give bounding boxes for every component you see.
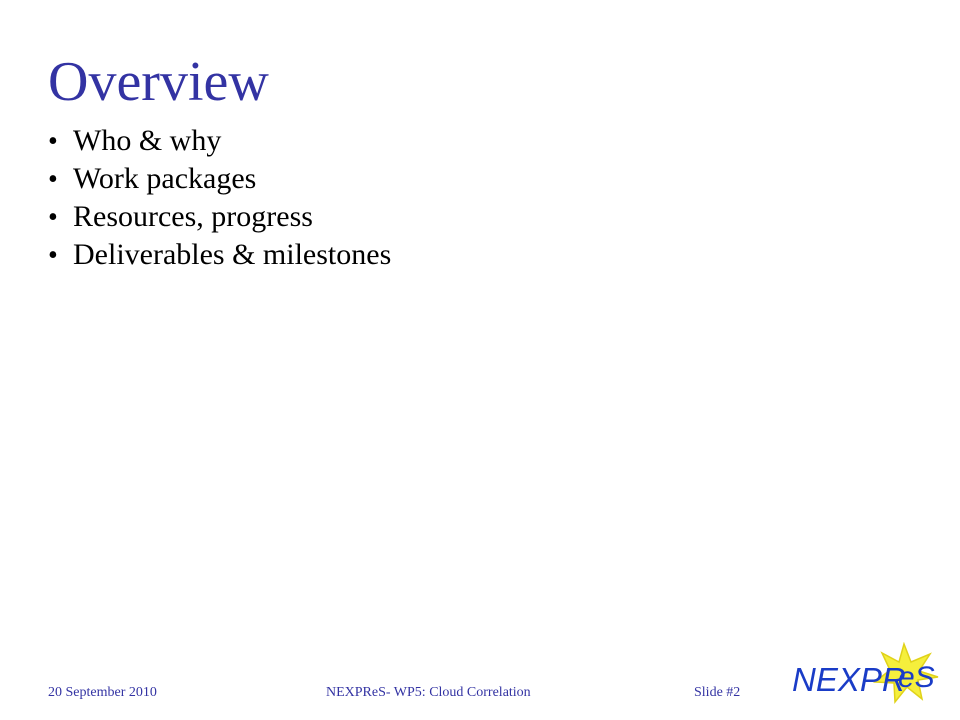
bullet-marker: •	[48, 126, 58, 157]
bullet-item	[48, 122, 391, 160]
bullet-item	[48, 236, 391, 274]
logo-text-nexpr: NEXPR	[792, 661, 906, 698]
bullet-list	[48, 122, 391, 274]
bullet-text: Resources, progress	[73, 200, 313, 233]
footer-presentation-title: NEXPReS- WP5: Cloud Correlation	[326, 685, 531, 700]
nexpres-logo	[786, 642, 948, 712]
bullet-text: Deliverables & milestones	[73, 238, 392, 271]
bullet-marker: •	[48, 202, 58, 233]
logo-text-es: eS	[898, 661, 935, 694]
slide-title: Overview	[48, 51, 269, 113]
bullet-text: Work packages	[73, 162, 257, 195]
bullet-item	[48, 198, 391, 236]
bullet-marker: •	[48, 240, 58, 271]
bullet-marker: •	[48, 164, 58, 195]
footer-slide-number: Slide #2	[694, 685, 741, 700]
bullet-text: Who & why	[73, 124, 222, 157]
footer-date: 20 September 2010	[48, 685, 157, 700]
bullet-item	[48, 160, 391, 198]
